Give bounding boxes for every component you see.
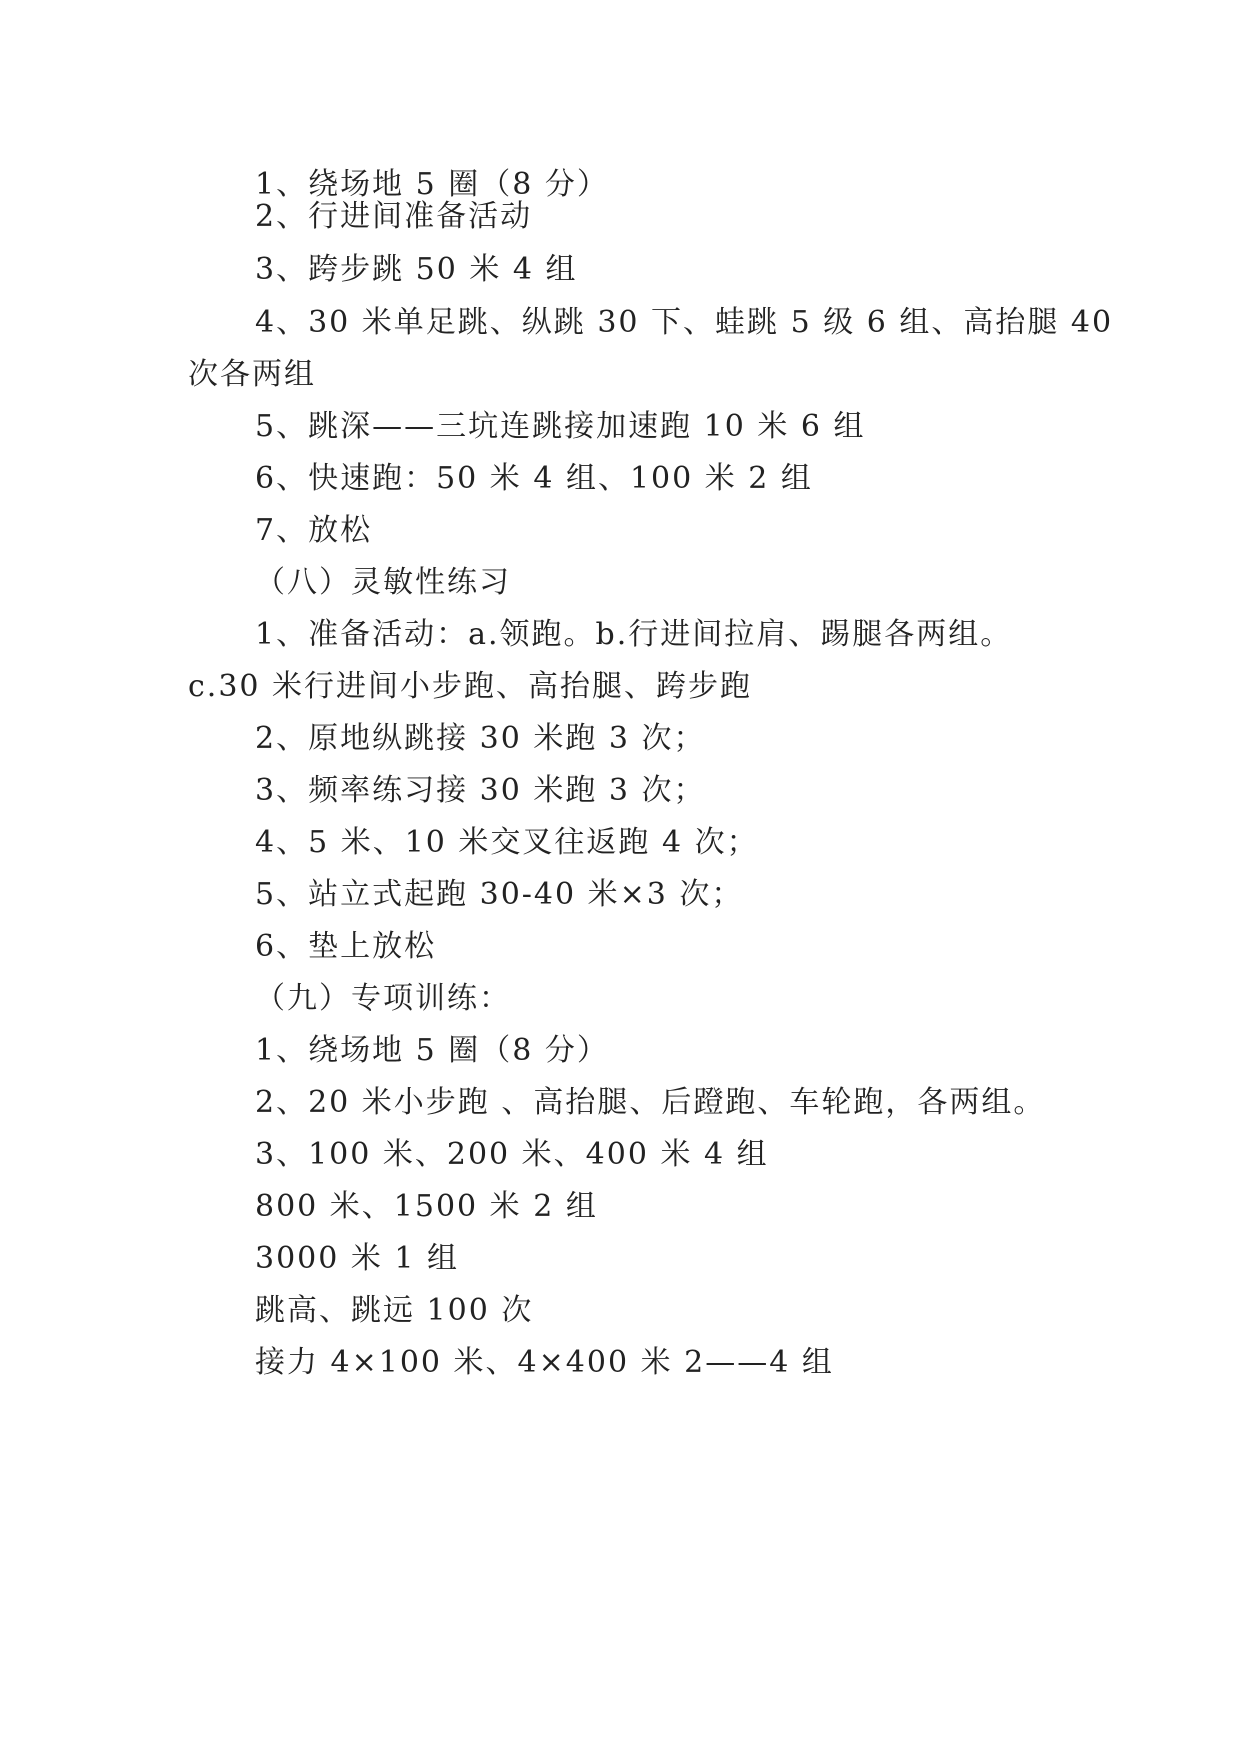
list-item: 接力 4×100 米、4×400 米 2——4 组 bbox=[255, 1345, 834, 1380]
list-item: 2、20 米小步跑 、高抬腿、后蹬跑、车轮跑，各两组。 bbox=[255, 1085, 1046, 1120]
list-item: 1、准备活动：a.领跑。b.行进间拉肩、踢腿各两组。 bbox=[255, 617, 1013, 652]
list-item: 4、30 米单足跳、纵跳 30 下、蛙跳 5 级 6 组、高抬腿 40 bbox=[255, 305, 1114, 340]
list-item: 5、跳深——三坑连跳接加速跑 10 米 6 组 bbox=[255, 409, 866, 444]
list-item: 3、跨步跳 50 米 4 组 bbox=[255, 252, 578, 287]
list-item-continuation: c.30 米行进间小步跑、高抬腿、跨步跑 bbox=[188, 669, 753, 704]
section-heading: （九）专项训练： bbox=[255, 981, 511, 1016]
list-item: 4、5 米、10 米交叉往返跑 4 次； bbox=[255, 825, 759, 860]
list-item: 3000 米 1 组 bbox=[255, 1241, 460, 1276]
list-item: 1、绕场地 5 圈（8 分） bbox=[255, 1033, 609, 1068]
list-item-continuation: 次各两组 bbox=[188, 357, 316, 392]
list-item: 7、放松 bbox=[255, 513, 373, 548]
section-heading: （八）灵敏性练习 bbox=[255, 565, 511, 600]
list-item: 800 米、1500 米 2 组 bbox=[255, 1189, 598, 1224]
list-item: 3、频率练习接 30 米跑 3 次； bbox=[255, 773, 706, 808]
list-item: 6、垫上放松 bbox=[255, 929, 437, 964]
list-item: 5、站立式起跑 30-40 米×3 次； bbox=[255, 877, 744, 912]
list-item: 1、绕场地 5 圈（8 分） bbox=[255, 167, 609, 202]
list-item: 6、快速跑：50 米 4 组、100 米 2 组 bbox=[255, 461, 813, 496]
list-item: 跳高、跳远 100 次 bbox=[255, 1293, 534, 1328]
list-item: 2、原地纵跳接 30 米跑 3 次； bbox=[255, 721, 706, 756]
list-item: 2、行进间准备活动 bbox=[255, 199, 533, 234]
list-item: 3、100 米、200 米、400 米 4 组 bbox=[255, 1137, 769, 1172]
